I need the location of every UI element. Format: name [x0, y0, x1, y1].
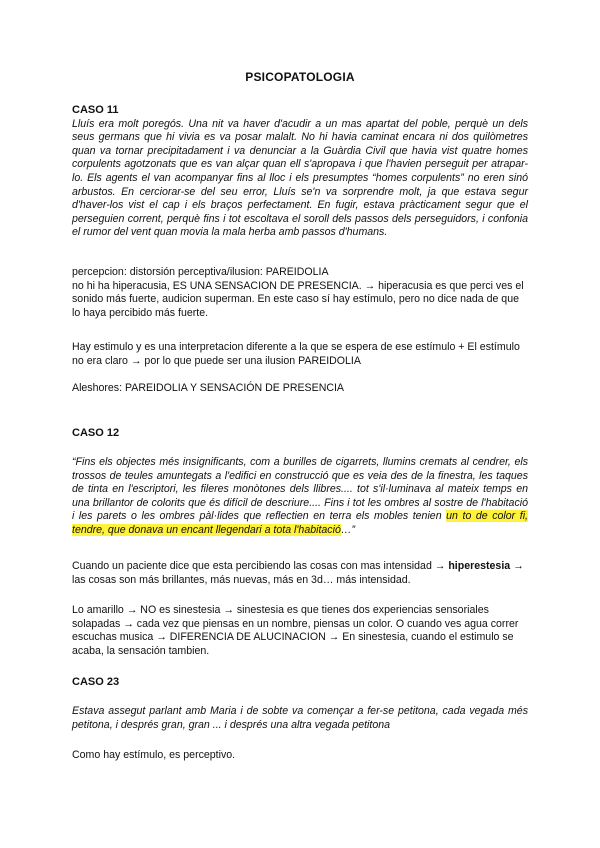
case-12-note-hiperestesia-block: [72, 560, 528, 587]
case-11-note-conclusion: Aleshores: PAREIDOLIA Y SENSACIÓN DE PRESENCIA: [72, 382, 345, 394]
case-12-note-hiperestesia: [72, 560, 528, 587]
case-12-section: [72, 427, 528, 441]
case-11-section: [72, 104, 528, 240]
case-23-quote: Estava assegut parlant amb Maria i de sobte va començar a fer-se petitona, cada vegada més petitona, i després gran, gran ... i després una altra vegada petitona: [72, 705, 528, 731]
case-12-quote: [72, 456, 528, 538]
case-23-note-block: [72, 749, 528, 763]
case-12-heading: CASO 12: [72, 427, 120, 439]
case-23-note: Como hay estímulo, es perceptivo.: [72, 749, 236, 761]
case-11-heading: CASO 11: [72, 104, 119, 116]
case-12-quote-end: …”: [340, 523, 355, 536]
case-23-quote-block: [72, 705, 528, 732]
case-11-note-stimulus-block: [72, 341, 528, 368]
case-23-section: [72, 676, 528, 690]
case-11-note-stimulus: Hay estimulo y es una interpretacion diferente a la que se espera de ese estímulo + El estímulo no era claro → por lo que puede ser una ilusion PAREIDOLIA: [72, 341, 520, 367]
case-11-note-conclusion-block: [72, 382, 528, 396]
case-12-note-a: Cuando un paciente dice que esta percibiendo las cosas con mas intensidad →: [72, 560, 449, 572]
case-11-note-perception: percepcion: distorsión perceptiva/ilusion: PAREIDOLIA: [72, 266, 329, 278]
case-12-note-b: → las cosas son más brillantes, más nuevas, más en 3d… más intensidad.: [72, 560, 524, 586]
case-11-quote: Lluís era molt poregós. Una nit va haver d'acudir a un mas apartat del poble, perquè un dels seus germans que hi vivia es va posar malalt. No hi havia caminat encara ni dos quilòmetres quan va tornar precipitadament i va denunciar a la Guàrdia Civil que havia vist quatre homes corpulents agotzonats que es van alçar quan ell s'apropava i que l'havien perseguit per atrapar-lo. Els agents el van acompanyar fins al lloc i els presumptes “homes corpulents” no eren sinó arbustos. En cerciorar-se del seu error, Lluís se'n va sorprendre molt, ja que estava segur d'haver-los vist el cap i els braços perfectament. En fugir, estava pràcticament segur que el perseguien corrent, perquè fins i tot escoltava el soroll dels passos dels perseguidors, i confonia el rumor del vent quan movia la mala herba amb passos d'humans.: [72, 117, 528, 239]
case-12-note-sinestesia: Lo amarillo → NO es sinestesia → sinestesia es que tienes dos experiencias sensoriales solapadas → cada vez que piensas en un nombre, piensas un color. O cuando ves agua correr escuchas musica → DIFERENCIA DE ALUCINACION → En sinestesia, cuando el estimulo se acaba, la sensación tambien.: [72, 604, 519, 657]
page-title: PSICOPATOLOGIA: [245, 70, 355, 84]
case-11-note-hiperacusia: no hi ha hiperacusia, ES UNA SENSACION DE PRESENCIA. → hiperacusia es que perci ves el sonido más fuerte, audicion superman. En este caso sí hay estímulo, pero no dice nada de que lo haya percibido más fuerte.: [72, 279, 524, 319]
case-23-heading: CASO 23: [72, 676, 120, 688]
case-12-note-bold-term: hiperestesia: [448, 560, 511, 572]
case-12-quote-text: “Fins els objectes més insignificants, com a burilles de cigarrets, llumins cremats al cendrer, els trossos de teules amuntegats a l'edifici en construcció que es veia des de la finestra, les taques de tinta en l'escriptori, les fileres monòtones dels llibres.... tot s'il·luminava al mateix temps en una brillantor de colorits que és difícil de descriure.... Fins i tot les ombres al sostre de l'habitació i les parets o les ombres pàl·lides que reflectien en terra els mobles tenien: [72, 456, 528, 523]
case-12-quote-highlight: un to de color fi, tendre, que donava un encant llegendari a tota l'habitació: [72, 510, 528, 536]
case-11-notes: [72, 266, 528, 320]
case-12-note-sinestesia-block: [72, 604, 528, 658]
case-12-quote-block: [72, 456, 528, 538]
